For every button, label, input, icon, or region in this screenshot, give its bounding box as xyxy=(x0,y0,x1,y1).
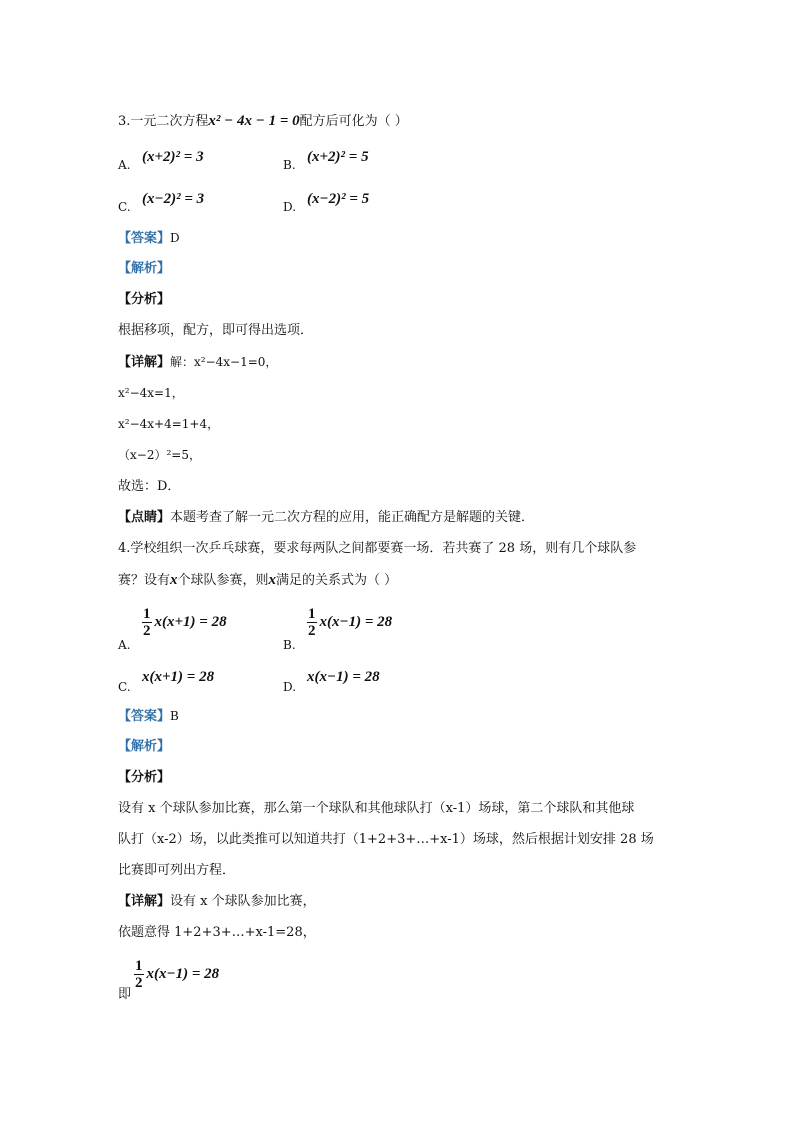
q4-final-math: x(x−1) = 28 xyxy=(146,966,220,982)
q3-dianjing xyxy=(118,509,534,527)
q3-option-d-math: (x−2)² = 5 xyxy=(307,191,370,207)
q4-answer xyxy=(118,707,179,726)
q4-final-fraction xyxy=(134,958,144,991)
q3-xiangjie xyxy=(118,353,277,372)
q3-dianjing-text: 本题考查了解一元二次方程的应用，能正确配方是解题的关键． xyxy=(170,510,535,525)
q3-option-d-label: D. xyxy=(283,200,297,214)
q4-option-b-label: B. xyxy=(283,638,296,652)
q4-option-b-frac-den: 2 xyxy=(308,623,316,639)
q4-option-a-math: x(x+1) = 28 xyxy=(154,614,227,630)
q4-stem-line-2-c: 满足的关系式为（ ） xyxy=(276,573,398,588)
q3-option-c-label: C. xyxy=(118,200,131,214)
q3-dianjing-tag: 【点睛】 xyxy=(118,510,171,525)
q4-option-d-math: x(x−1) = 28 xyxy=(307,669,380,685)
q3-jiexi xyxy=(118,260,170,278)
q3-answer xyxy=(118,229,180,248)
q3-jiexi-tag: 【解析】 xyxy=(118,261,171,276)
q4-xiangjie-text: 设有 x 个球队参加比赛， xyxy=(170,894,316,909)
q3-stem-suffix: 配方后可化为（ ） xyxy=(299,114,408,129)
q4-option-a-frac-num: 1 xyxy=(143,606,151,622)
q4-jiexi xyxy=(118,738,170,756)
q4-stem-var-1: x xyxy=(170,572,178,588)
q3-answer-value: D xyxy=(170,231,180,245)
q3-stem-prefix: 3.一元二次方程 xyxy=(118,114,209,129)
q4-stem-line-2-b: 个球队参赛，则 xyxy=(177,573,269,588)
q4-fenxi-tag: 【分析】 xyxy=(118,770,171,785)
q3-xiangjie-tag: 【详解】 xyxy=(118,355,171,370)
q3-fenxi xyxy=(118,291,170,309)
q4-jiexi-tag: 【解析】 xyxy=(118,739,171,754)
q3-xiangjie-lead: 解：x²−4x−1=0， xyxy=(170,355,278,369)
q3-step-4: 故选：D． xyxy=(118,479,181,494)
q3-answer-tag: 【答案】 xyxy=(118,231,171,246)
q4-option-b-math: x(x−1) = 28 xyxy=(319,614,393,630)
q4-option-a-fraction xyxy=(142,606,152,639)
q4-option-c-label: C. xyxy=(118,680,131,694)
q3-option-b-label: B. xyxy=(283,158,296,172)
q4-fenxi-line-2: 队打（x-2）场，以此类推可以知道共打（1+2+3+…+x-1）场球，然后根据计划安排 28 场 xyxy=(118,832,654,847)
q4-fenxi-line-1: 设有 x 个球队参加比赛，那么第一个球队和其他球队打（x-1）场球，第二个球队和其他球 xyxy=(118,801,635,816)
q3-stem xyxy=(118,112,408,131)
q4-option-b-fraction xyxy=(307,606,317,639)
q4-option-d-label: D. xyxy=(283,680,297,694)
q4-stem-var-2: x xyxy=(268,572,277,588)
q4-step-1: 依题意得 1+2+3+…+x-1=28， xyxy=(118,925,316,940)
q3-option-a-math: (x+2)² = 3 xyxy=(142,149,204,165)
q4-xiangjie-tag: 【详解】 xyxy=(118,894,171,909)
q3-stem-equation: x² − 4x − 1 = 0 xyxy=(208,113,300,129)
q4-option-a-expr xyxy=(142,606,227,639)
q3-step-3: （x−2）²=5， xyxy=(118,448,201,462)
q4-final-prefix: 即 xyxy=(118,987,132,1002)
q3-step-2: x²−4x+4=1+4， xyxy=(118,417,220,431)
q4-stem-line-2-a: 赛？设有 xyxy=(118,573,171,588)
q3-fenxi-text: 根据移项，配方，即可得出选项． xyxy=(118,323,314,338)
q4-fenxi xyxy=(118,769,170,787)
q4-stem-line-2 xyxy=(118,571,397,590)
q4-fenxi-line-3: 比赛即可列出方程． xyxy=(118,863,236,878)
q4-answer-value: B xyxy=(170,709,179,723)
q4-option-a-label: A. xyxy=(118,638,131,652)
q4-option-c-math: x(x+1) = 28 xyxy=(142,669,215,685)
q4-stem-line-1: 4.学校组织一次乒乓球赛，要求每两队之间都要赛一场．若共赛了 28 场，则有几个球队参 xyxy=(118,541,637,556)
q3-option-a-label: A. xyxy=(118,158,131,172)
q4-answer-tag: 【答案】 xyxy=(118,709,171,724)
q4-option-b-frac-num: 1 xyxy=(308,606,316,622)
q3-option-b-math: (x+2)² = 5 xyxy=(307,149,369,165)
q4-final-expr xyxy=(134,958,219,991)
q4-xiangjie xyxy=(118,893,316,911)
q4-final-frac-num: 1 xyxy=(135,958,143,974)
q4-final-frac-den: 2 xyxy=(135,975,143,991)
q4-option-b-expr xyxy=(307,606,392,639)
q3-option-c-math: (x−2)² = 3 xyxy=(142,191,205,207)
q4-option-a-frac-den: 2 xyxy=(143,623,151,639)
q3-fenxi-tag: 【分析】 xyxy=(118,292,171,307)
q3-step-1: x²−4x=1， xyxy=(118,386,184,400)
